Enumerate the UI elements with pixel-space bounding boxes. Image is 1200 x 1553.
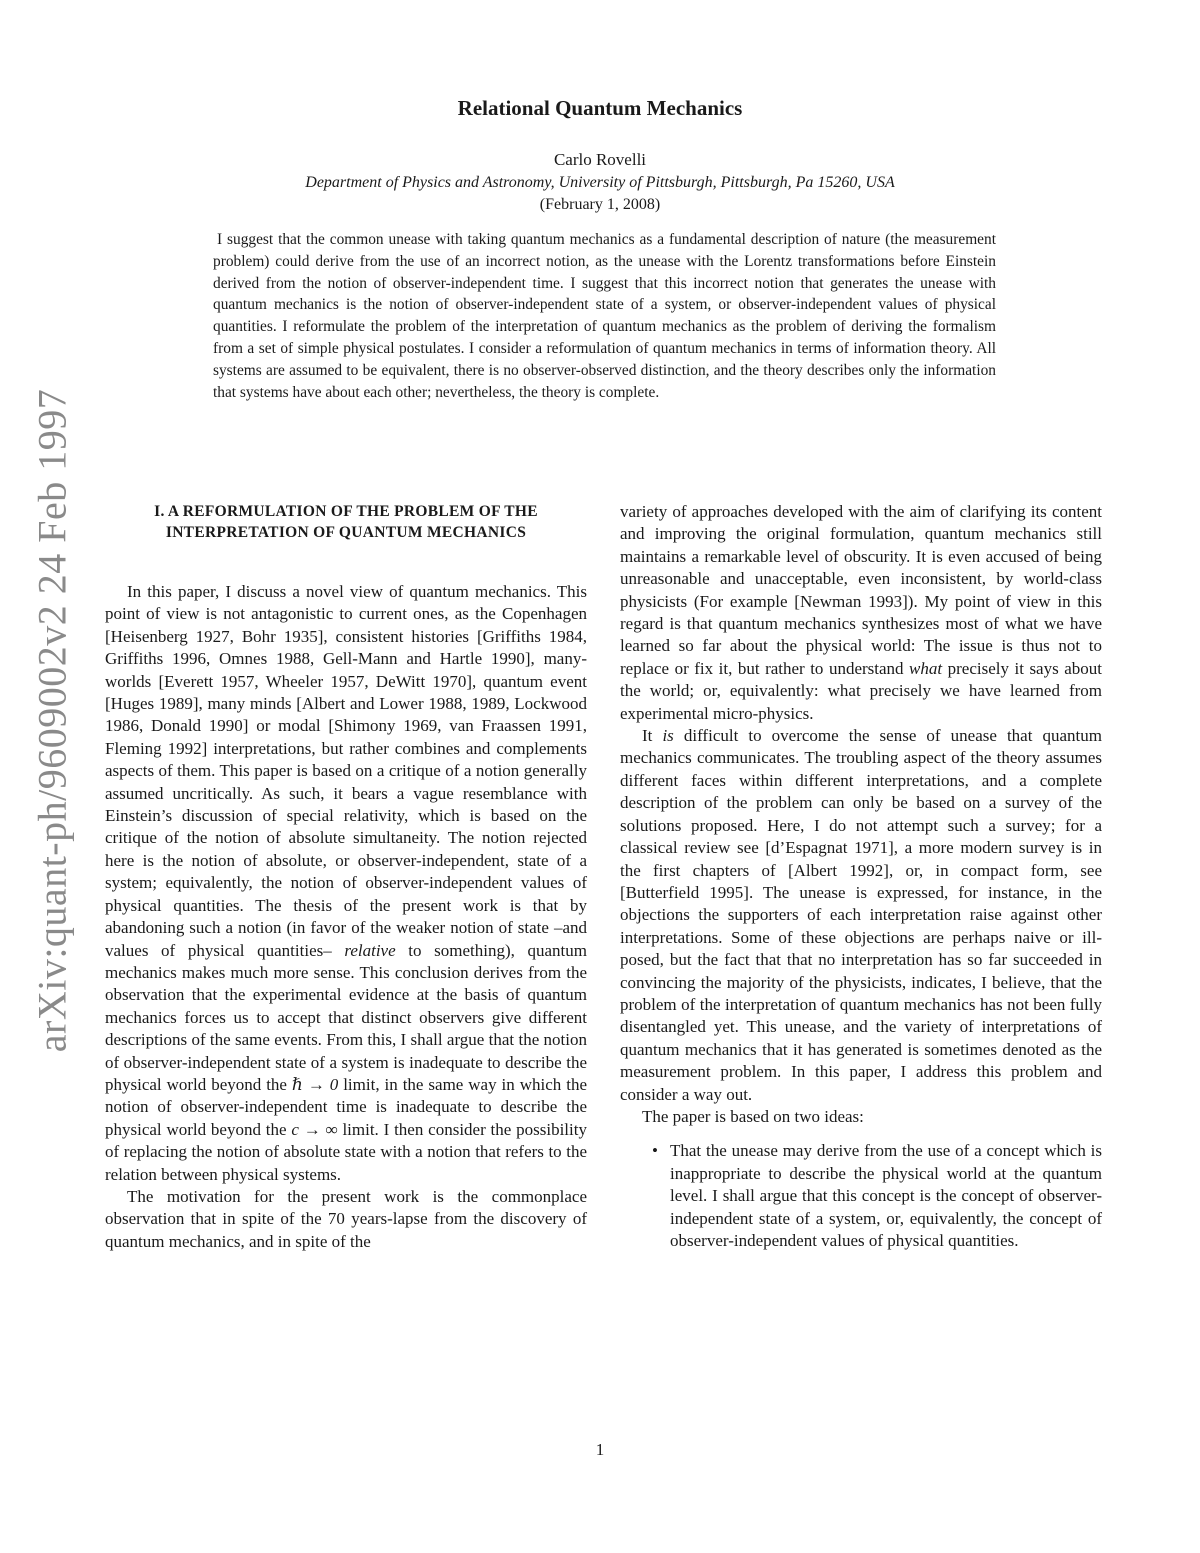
text-run: In this paper, I discuss a novel view of quantum mechanics. This point of view is not antagonistic to current ones, as the Copenhagen [Heisenberg 1927, Bohr 1935], consistent histories [Griffiths 1984, Griffiths 1996, Omnes 1988, Gell-Mann and Hartle 1990], many-worlds [Everett 1957, Wheeler 1957, DeWitt 1970], quantum event [Huges 1989], many minds [Albert and Lower 1988, 1989, Lockwood 1986, Donald 1990] or modal [Shimony 1969, van Fraassen 1991, Fleming 1992] interpretations, but rather combines and complements aspects of them. This paper is based on a critique of a notion generally assumed uncritically. As such, it bears a vague resemblance with Einstein’s discussion of special relativity, which is based on the critique of the notion of absolute simultaneity. The notion rejected here is the notion of absolute, or observer-independent, state of a system; equivalently, the notion of observer-independent values of physical quantities. The thesis of the present work is that by abandoning such a notion (in favor of the weaker notion of state –and values of physical quantities– <box>105 582 587 960</box>
math-c-limit: c → ∞ <box>291 1119 338 1139</box>
paper-title: Relational Quantum Mechanics <box>457 96 743 120</box>
list-item <box>620 1140 1102 1252</box>
text-run: limit. I then consider the possibility of replacing the notion of absolute state with a notion that refers to the relation between physical systems. <box>105 1119 587 1184</box>
paragraph-intro <box>105 581 587 1186</box>
abstract-text: I suggest that the common unease with taking quantum mechanics as a fundamental description of nature (the measurement problem) could derive from the use of an incorrect notion, as the unease with the Lorentz transformations before Einstein derived from the notion of observer-independent time. I suggest that this incorrect notion that generates the unease with quantum mechanics is the notion of observer-independent state of a system, or observer-independent values of physical quantities. I reformulate the problem of the interpretation of quantum mechanics as the problem of deriving the formalism from a set of simple physical postulates. I consider a reformulation of quantum mechanics in terms of information theory. All systems are assumed to be equivalent, there is no observer-observed distinction, and the theory describes only the information that systems have about each other; nevertheless, the theory is complete. <box>213 231 996 401</box>
bullet-icon: • <box>652 1141 658 1161</box>
ideas-list <box>620 1140 1102 1252</box>
list-item-text: That the unease may derive from the use of a concept which is inappropriate to describe the physical world at the quantum level. I shall argue that this concept is the concept of observer-independent state of a system, or, equivalently, the concept of observer-independent values of physical quantities. <box>670 1141 1102 1250</box>
math-hbar-limit: ℏ → 0 <box>291 1074 339 1094</box>
emphasis: relative <box>344 940 396 960</box>
abstract <box>213 229 996 403</box>
paragraph-motivation-continued <box>620 501 1102 725</box>
emphasis: what <box>909 658 943 678</box>
author-name: Carlo Rovelli <box>553 150 647 169</box>
section-heading: I. A REFORMULATION OF THE PROBLEM OF THE INTERPRETATION OF QUANTUM MECHANICS <box>154 503 538 541</box>
right-column <box>620 501 1102 1252</box>
author-affiliation: Department of Physics and Astronomy, University of Pittsburgh, Pittsburgh, Pa 15260, USA <box>305 174 895 191</box>
text-run: It <box>642 726 663 746</box>
text-run: difficult to overcome the sense of unease that quantum mechanics communicates. The troubling aspect of the theory assumes different faces within different interpretations, and a complete description of the problem can only be based on a survey of the solutions proposed. Here, I do not attempt such a survey; for a classical review see [d’Espagnat 1971], a more modern survey is in the first chapters of [Albert 1992], or, in compact form, see [Butterfield 1995]. The unease is expressed, for instance, in the objections the supporters of each interpretation raise against other interpretations. Some of these objections are perhaps naive or ill-posed, but the fact that that no interpretation has so far succeeded in convincing the majority of the physicists, indicates, I believe, that the problem of the interpretation of quantum mechanics has not been fully disentangled yet. This unease, and the variety of interpretations of quantum mechanics that it has generated is sometimes denoted as the measurement problem. In this paper, I address this problem and consider a way out. <box>620 726 1103 1104</box>
emphasis: is <box>662 726 674 746</box>
paragraph-motivation: The motivation for the present work is the commonplace observation that in spite of the 70 years-lapse from the discovery of quantum mechanics, and in spite of the <box>105 1186 587 1251</box>
paper-date: (February 1, 2008) <box>539 196 661 213</box>
paragraph-unease <box>620 725 1102 1106</box>
paragraph-two-ideas: The paper is based on two ideas: <box>642 1106 864 1126</box>
text-run: limit, in the same way in which the notion of observer-independent time is inadequate to describe the physical world beyond the <box>105 1074 587 1139</box>
arxiv-side-stamp <box>22 390 82 1050</box>
left-column <box>105 501 587 1253</box>
text-run: variety of approaches developed with the aim of clarifying its content and improving the original formulation, quantum mechanics still maintains a remarkable level of obscurity. It is even accused of being unreasonable and unacceptable, even inconsistent, by world-class physicists (For example [Newman 1993]). My point of view in this regard is that quantum mechanics synthesizes most of what we have learned so far about the physical world: The issue is thus not to replace or fix it, but rather to understand <box>620 502 1102 678</box>
arxiv-identifier: arXiv:quant-ph/9609002v2 24 Feb 1997 <box>29 388 75 1052</box>
page-number: 1 <box>595 1440 605 1459</box>
text-run: to something), quantum mechanics makes much more sense. This conclusion derives from the observation that the experimental evidence at the basis of quantum mechanics forces us to accept that distinct observers give different descriptions of the same events. From this, I shall argue that the notion of observer-independent state of a system is inadequate to describe the physical world beyond the <box>105 940 587 1094</box>
text-run: precisely it says about the world; or, equivalently: what precisely we have learned from experimental micro-physics. <box>620 658 1102 723</box>
